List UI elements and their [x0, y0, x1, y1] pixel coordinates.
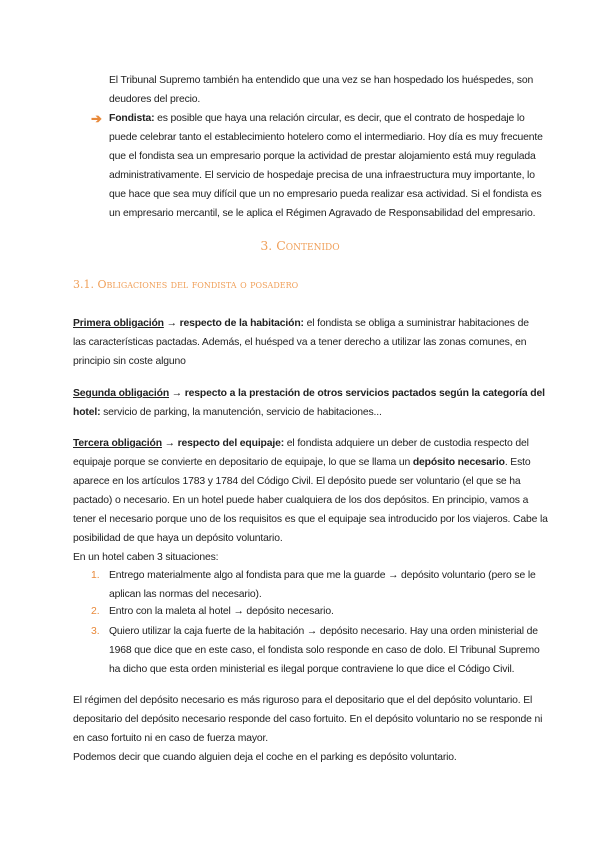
tercera-line: pactado) o necesario. En un hotel puede haber cualquiera de los dos depósitos. En principio, vamos a — [73, 495, 529, 506]
segunda-bold-hotel: hotel: — [73, 407, 101, 418]
list-item-line: Entrego materialmente algo al fondista para que me la guarde → depósito voluntario (pero se le — [109, 570, 536, 581]
tercera-line: tener el necesario porque uno de los requisitos es que el equipaje sea introducido por los viajeros. Cabe la — [73, 514, 548, 525]
deposito-necesario-bold: depósito necesario — [412, 457, 505, 468]
list-number: 1. — [91, 570, 100, 581]
intro-paragraph — [109, 71, 579, 109]
closing-line: depositario del depósito necesario responde del caso fortuito. En el depósito voluntario no se responde ni — [73, 714, 543, 725]
closing-paragraph — [73, 691, 588, 767]
list-item-line: aplican las normas del necesario). — [109, 589, 262, 600]
tercera-bold: respecto del equipaje: — [177, 438, 285, 449]
fondista-line: puede celebrar tanto el establecimiento hotelero como el intermediario. Hoy día es muy frecuente — [109, 132, 543, 143]
list-item — [109, 602, 589, 621]
list-item-line: 1968 que dice que en este caso, el fondista solo responde en caso de dolo. El Tribunal Supremo — [109, 645, 540, 656]
primera-arrow: → — [163, 318, 180, 329]
segunda-arrow: → — [169, 388, 185, 399]
primera-text: el fondista se obliga a suministrar habitaciones de — [303, 318, 529, 329]
intro-line: deudores del precio. — [109, 94, 201, 105]
tercera-arrow: → — [161, 438, 178, 449]
fondista-text: es posible que haya una relación circular, es decir, que el contrato de hospedaje lo — [154, 113, 525, 124]
tercera-line: En un hotel caben 3 situaciones: — [73, 552, 219, 563]
primera-obligacion-paragraph — [73, 314, 583, 371]
closing-line: El régimen del depósito necesario es más riguroso para el depositario que el del depósito voluntario. El — [73, 695, 533, 706]
primera-line: principio sin coste alguno — [73, 356, 186, 367]
closing-line: Podemos decir que cuando alguien deja el coche en el parking es depósito voluntario. — [73, 752, 457, 763]
list-item — [109, 566, 589, 604]
list-item — [109, 622, 589, 679]
arrow-right-icon: ➔ — [91, 111, 102, 126]
segunda-obligacion-paragraph — [73, 384, 583, 422]
section-title: 3. Contenido — [260, 238, 340, 253]
closing-line: en caso fortuito ni en caso de fuerza mayor. — [73, 733, 268, 744]
fondista-label: Fondista: — [109, 113, 155, 124]
list-item-line: Quiero utilizar la caja fuerte de la habitación → depósito necesario. Hay una orden ministerial de — [109, 626, 538, 637]
segunda-text: servicio de parking, la manutención, servicio de habitaciones... — [100, 407, 382, 418]
fondista-line: que el fondista sea un empresario porque la actividad de prestar alojamiento está muy regulada — [109, 151, 536, 162]
fondista-paragraph — [109, 109, 589, 223]
fondista-line: que hace que sea muy difícil que un no empresario pueda realizar esa actividad. Si el fondista es — [109, 189, 542, 200]
list-number: 3. — [91, 626, 100, 637]
tercera-label: Tercera obligación — [73, 438, 162, 449]
tercera-obligacion-paragraph — [73, 434, 583, 567]
list-item-line: ha dicho que esta orden ministerial es ilegal porque contraviene lo que dice el Código Civil. — [109, 664, 515, 675]
list-number: 2. — [91, 606, 100, 617]
subsection-title: 3.1. Obligaciones del fondista o posadero — [73, 278, 299, 291]
tercera-text: el fondista adquiere un deber de custodia respecto del — [284, 438, 529, 449]
primera-line: las características pactadas. Además, el huésped va a tener derecho a utilizar las zonas comunes, en — [73, 337, 527, 348]
tercera-line: aparece en los artículos 1783 y 1784 del Código Civil. El depósito puede ser voluntario (el que se ha — [73, 476, 521, 487]
tercera-line2-end: . Esto — [504, 457, 531, 468]
fondista-line: un empresario mercantil, se le aplica el Régimen Agravado de Responsabilidad del empresario. — [109, 208, 536, 219]
segunda-label: Segunda obligación — [73, 388, 170, 399]
intro-line: El Tribunal Supremo también ha entendido que una vez se han hospedado los huéspedes, son — [109, 75, 534, 86]
fondista-line: administrativamente. El servicio de hospedaje precisa de una infraestructura muy importante, lo — [109, 170, 535, 181]
primera-bold: respecto de la habitación: — [179, 318, 304, 329]
tercera-line: posibilidad de que haya un depósito voluntario. — [73, 533, 283, 544]
list-item-line: Entro con la maleta al hotel → depósito necesario. — [109, 606, 334, 617]
segunda-bold: respecto a la prestación de otros servicios pactados según la categoría del — [184, 388, 545, 399]
primera-label: Primera obligación — [73, 318, 164, 329]
tercera-line2: equipaje porque se convierte en depositario de equipaje, lo que se llama un — [73, 457, 413, 468]
